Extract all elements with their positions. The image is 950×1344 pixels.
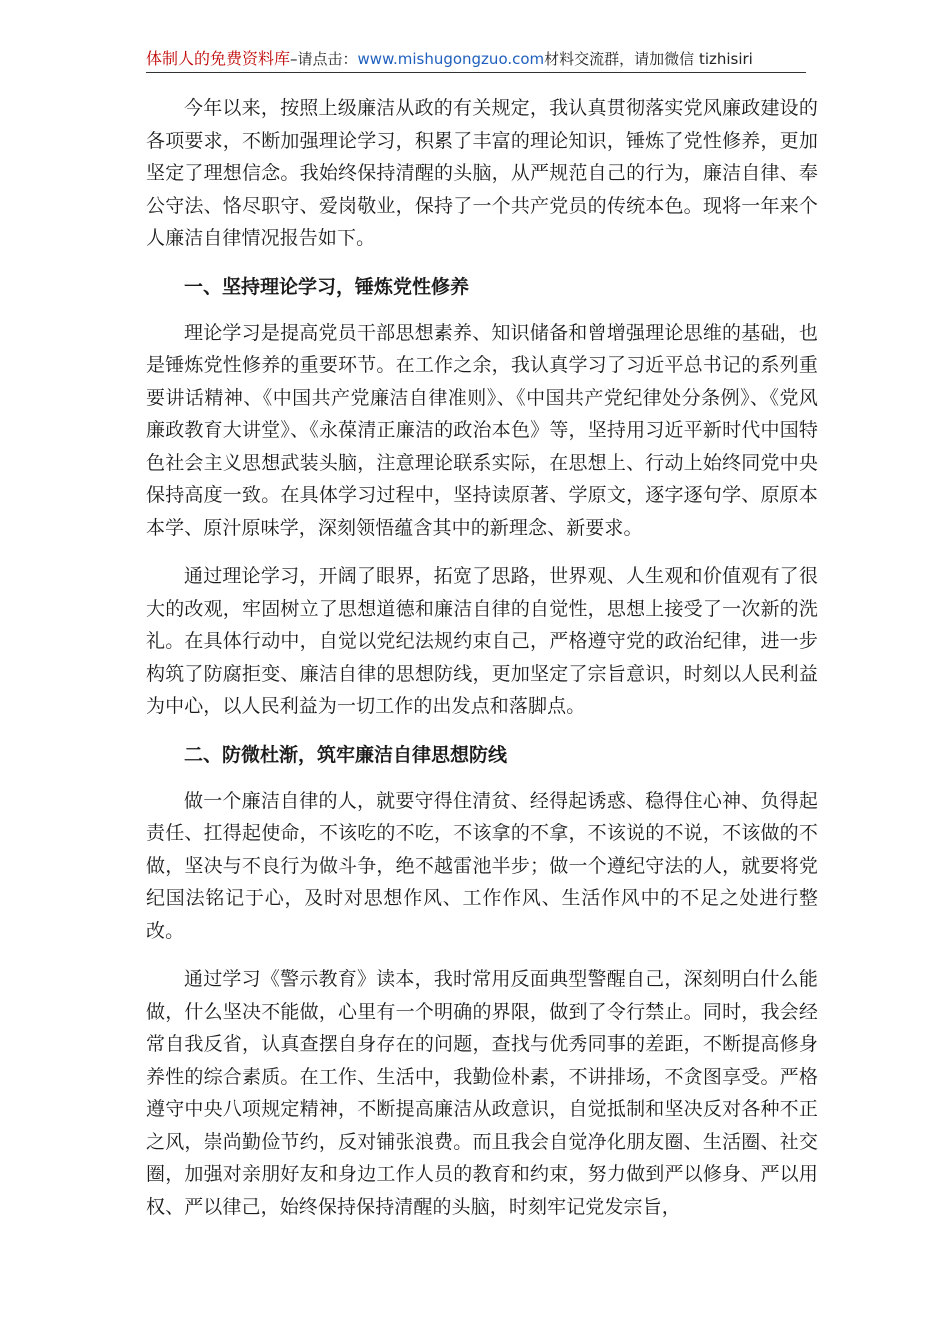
section-1-paragraph-2: 通过理论学习，开阔了眼界，拓宽了思路，世界观、人生观和价值观有了很大的改观，牢固树立了思想道德和廉洁自律的自觉性，思想上接受了一次新的洗礼。在具体行动中，自觉以党纪法规约束自己，严格遵守党的政治纪律，进一步构筑了防腐拒变、廉洁自律的思想防线，更加坚定了宗旨意识，时刻以人民利益为中心，以人民利益为一切工作的出发点和落脚点。 — [146, 565, 818, 717]
header-brand: 体制人的免费资料库 — [146, 49, 291, 68]
section-1-paragraph-1: 理论学习是提高党员干部思想素养、知识储备和曾增强理论思维的基础，也是锤炼党性修养的重要环节。在工作之余，我认真学习了习近平总书记的系列重要讲话精神、《中国共产党廉洁自律准则》、《中国共产党纪律处分条例》、《党风廉政教育大讲堂》、《永葆清正廉洁的政治本色》等，坚持用习近平新时代中国特色社会主义思想武装头脑，注意理论联系实际，在思想上、行动上始终同党中央保持高度一致。在具体学习过程中，坚持读原著、学原文，逐字逐句学、原原本本学、原汁原味学，深刻领悟蕴含其中的新理念、新要求。 — [146, 321, 818, 539]
header-prompt: –请点击： — [290, 50, 358, 68]
document-body — [146, 92, 818, 1239]
section-1-heading: 一、坚持理论学习，锤炼党性修养 — [184, 275, 470, 298]
section-2-paragraph-2: 通过学习《警示教育》读本，我时常用反面典型警醒自己，深刻明白什么能做，什么坚决不能做，心里有一个明确的界限，做到了令行禁止。同时，我会经常自我反省，认真查摆自身存在的问题，查找与优秀同事的差距，不断提高修身养性的综合素质。在工作、生活中，我勤俭朴素，不讲排场，不贪图享受。严格遵守中央八项规定精神，不断提高廉洁从政意识，自觉抵制和坚决反对各种不正之风，崇尚勤俭节约，反对铺张浪费。而且我会自觉净化朋友圈、生活圈、社交圈，加强对亲朋好友和身边工作人员的教育和约束，努力做到严以修身、严以用权、严以律己，始终保持保持清醒的头脑，时刻牢记党发宗旨， — [146, 968, 818, 1218]
section-2-paragraph-1: 做一个廉洁自律的人，就要守得住清贫、经得起诱惑、稳得住心神、负得起责任、扛得起使命，不该吃的不吃，不该拿的不拿，不该说的不说，不该做的不做，坚决与不良行为做斗争，绝不越雷池半步；做一个遵纪守法的人，就要将党纪国法铭记于心，及时对思想作风、工作作风、生活作风中的不足之处进行整改。 — [146, 789, 818, 942]
header-contact: 材料交流群，请加微信 tizhisiri — [544, 50, 753, 68]
header-link[interactable]: www.mishugongzuo.com — [357, 50, 545, 68]
page-header — [146, 48, 806, 73]
intro-paragraph: 今年以来，按照上级廉洁从政的有关规定，我认真贯彻落实党风廉政建设的各项要求，不断加强理论学习，积累了丰富的理论知识，锤炼了党性修养，更加坚定了理想信念。我始终保持清醒的头脑，从严规范自己的行为，廉洁自律、奉公守法、恪尽职守、爱岗敬业，保持了一个共产党员的传统本色。现将一年来个人廉洁自律情况报告如下。 — [146, 97, 818, 249]
section-2-heading: 二、防微杜渐，筑牢廉洁自律思想防线 — [184, 743, 508, 766]
